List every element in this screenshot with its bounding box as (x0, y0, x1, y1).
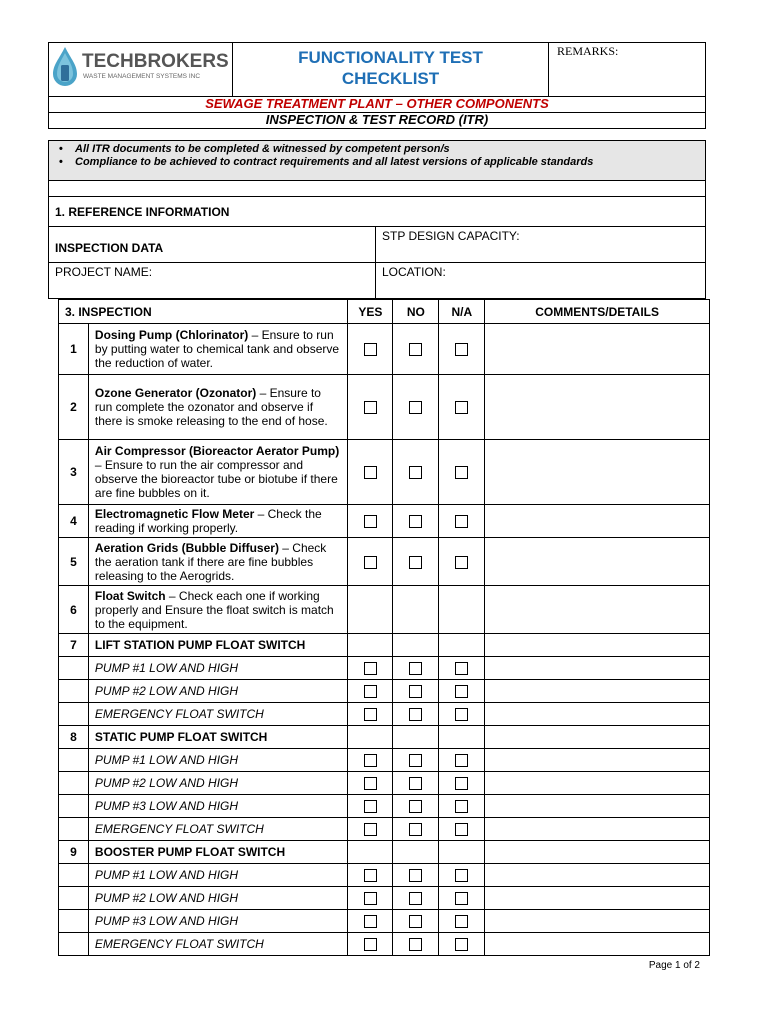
sub-item-number-cell (59, 772, 89, 795)
no-cell[interactable] (393, 324, 439, 375)
no-cell[interactable] (393, 818, 439, 841)
no-checkbox[interactable] (409, 915, 422, 928)
comments-cell[interactable] (485, 505, 710, 538)
comments-cell[interactable] (485, 634, 710, 657)
no-cell[interactable] (393, 749, 439, 772)
sub-item-label: PUMP #2 LOW AND HIGH (88, 772, 348, 795)
sub-item-label: PUMP #1 LOW AND HIGH (88, 864, 348, 887)
comments-cell[interactable] (485, 726, 710, 749)
item-text: – Ensure to run complete the ozonator and observe if there is smoke releasing to the end of hose. (94, 386, 328, 428)
yes-cell[interactable] (348, 864, 393, 887)
sub-item-number-cell (59, 795, 89, 818)
yes-checkbox[interactable] (364, 869, 377, 882)
no-checkbox[interactable] (409, 708, 422, 721)
group-row (59, 841, 710, 864)
yes-checkbox[interactable] (364, 685, 377, 698)
no-cell[interactable] (393, 440, 439, 505)
group-row (59, 726, 710, 749)
no-checkbox[interactable] (409, 938, 422, 951)
comments-cell[interactable] (485, 657, 710, 680)
na-cell[interactable] (439, 795, 485, 818)
yes-cell[interactable] (348, 680, 393, 703)
item-number: 5 (59, 538, 89, 586)
group-number: 7 (59, 634, 89, 657)
na-header: N/A (439, 300, 485, 324)
item-description (88, 538, 348, 586)
item-number: 1 (59, 324, 89, 375)
na-checkbox[interactable] (455, 800, 468, 813)
comments-cell[interactable] (485, 864, 710, 887)
inspection-row (59, 324, 710, 375)
sub-item-row (59, 772, 710, 795)
sub-item-row (59, 680, 710, 703)
sub-item-number-cell (59, 749, 89, 772)
location-field[interactable] (376, 263, 706, 299)
group-row (59, 634, 710, 657)
no-cell[interactable] (393, 864, 439, 887)
item-title: Float Switch (94, 588, 166, 603)
reference-section-title: 1. REFERENCE INFORMATION (49, 197, 706, 227)
notes-box (49, 141, 706, 181)
sub-item-number-cell (59, 933, 89, 956)
comments-cell[interactable] (485, 841, 710, 864)
group-title: BOOSTER PUMP FLOAT SWITCH (88, 841, 348, 864)
yes-cell[interactable] (348, 749, 393, 772)
no-cell[interactable] (393, 657, 439, 680)
yes-checkbox[interactable] (364, 662, 377, 675)
item-number: 3 (59, 440, 89, 505)
item-number: 2 (59, 375, 89, 440)
na-checkbox[interactable] (455, 685, 468, 698)
comments-cell[interactable] (485, 910, 710, 933)
sub-item-label: PUMP #1 LOW AND HIGH (88, 657, 348, 680)
comments-cell[interactable] (485, 933, 710, 956)
spacer-row (49, 181, 706, 197)
na-cell[interactable] (439, 440, 485, 505)
location-label: LOCATION: (382, 265, 446, 279)
no-checkbox[interactable] (409, 823, 422, 836)
no-cell[interactable] (393, 703, 439, 726)
sub-item-row (59, 933, 710, 956)
na-cell[interactable] (439, 887, 485, 910)
na-cell[interactable] (439, 505, 485, 538)
item-title: Ozone Generator (Ozonator) (94, 386, 257, 400)
yes-cell (348, 726, 393, 749)
title-line-1: FUNCTIONALITY TEST (298, 48, 483, 67)
group-title: STATIC PUMP FLOAT SWITCH (88, 726, 348, 749)
inspection-table (58, 299, 710, 956)
yes-cell[interactable] (348, 657, 393, 680)
comments-cell[interactable] (485, 375, 710, 440)
comments-cell[interactable] (485, 795, 710, 818)
yes-cell[interactable] (348, 887, 393, 910)
item-text: – Ensure to run by putting water to chemical tank and observe the reduction of water. (94, 328, 340, 370)
logo-subtitle: WASTE MANAGEMENT SYSTEMS INC (83, 73, 201, 80)
item-description (88, 440, 348, 505)
no-cell[interactable] (393, 772, 439, 795)
inspection-row (59, 375, 710, 440)
project-name-label: PROJECT NAME: (55, 265, 153, 279)
techbrokers-logo (49, 43, 232, 91)
inspection-row (59, 505, 710, 538)
inspection-row (59, 586, 710, 634)
yes-cell (348, 586, 393, 634)
remarks-label: REMARKS: (557, 44, 619, 58)
yes-cell[interactable] (348, 505, 393, 538)
sub-item-row (59, 657, 710, 680)
comments-cell[interactable] (485, 680, 710, 703)
yes-cell[interactable] (348, 795, 393, 818)
yes-checkbox[interactable] (364, 343, 377, 356)
document-header (48, 42, 706, 129)
item-description (88, 324, 348, 375)
no-checkbox[interactable] (409, 777, 422, 790)
no-cell[interactable] (393, 505, 439, 538)
note-item: • Compliance to be achieved to contract requirements and all latest versions of applicable standards (75, 156, 699, 169)
na-cell[interactable] (439, 375, 485, 440)
no-checkbox[interactable] (409, 556, 422, 569)
na-checkbox[interactable] (455, 915, 468, 928)
na-checkbox[interactable] (455, 892, 468, 905)
sub-item-number-cell (59, 703, 89, 726)
yes-checkbox[interactable] (364, 754, 377, 767)
sub-item-label: PUMP #3 LOW AND HIGH (88, 795, 348, 818)
no-checkbox[interactable] (409, 754, 422, 767)
yes-checkbox[interactable] (364, 892, 377, 905)
yes-checkbox[interactable] (364, 777, 377, 790)
sub-item-row (59, 749, 710, 772)
no-checkbox[interactable] (409, 662, 422, 675)
title-line-2: CHECKLIST (341, 69, 440, 88)
stp-capacity-label: STP DESIGN CAPACITY: (382, 229, 520, 243)
comments-cell[interactable] (485, 749, 710, 772)
sub-item-label: PUMP #2 LOW AND HIGH (88, 887, 348, 910)
yes-cell[interactable] (348, 440, 393, 505)
no-checkbox[interactable] (409, 401, 422, 414)
inspection-data-label: INSPECTION DATA (49, 227, 376, 263)
item-number: 4 (59, 505, 89, 538)
comments-cell[interactable] (485, 586, 710, 634)
na-checkbox[interactable] (455, 938, 468, 951)
group-title: LIFT STATION PUMP FLOAT SWITCH (88, 634, 348, 657)
item-text: – Ensure to run the air compressor and observe the bioreactor tube or biotube if there are fine bubbles on it. (94, 458, 338, 500)
sub-item-row (59, 864, 710, 887)
na-cell (439, 841, 485, 864)
comments-cell[interactable] (485, 324, 710, 375)
yes-cell[interactable] (348, 538, 393, 586)
logo-cell (49, 43, 233, 97)
sub-item-label: PUMP #2 LOW AND HIGH (88, 680, 348, 703)
sub-item-label: EMERGENCY FLOAT SWITCH (88, 933, 348, 956)
no-cell[interactable] (393, 375, 439, 440)
yes-checkbox[interactable] (364, 708, 377, 721)
sub-item-label: PUMP #1 LOW AND HIGH (88, 749, 348, 772)
sub-item-row (59, 818, 710, 841)
sub-item-number-cell (59, 887, 89, 910)
yes-cell (348, 841, 393, 864)
project-name-field[interactable] (49, 263, 376, 299)
yes-cell[interactable] (348, 772, 393, 795)
remarks-field[interactable] (549, 43, 706, 97)
document-title (233, 43, 549, 97)
yes-checkbox[interactable] (364, 800, 377, 813)
plant-subtitle: SEWAGE TREATMENT PLANT – OTHER COMPONENTS (49, 97, 706, 113)
item-description (88, 505, 348, 538)
no-checkbox[interactable] (409, 685, 422, 698)
comments-header: COMMENTS/DETAILS (485, 300, 710, 324)
yes-cell (348, 634, 393, 657)
comments-cell[interactable] (485, 772, 710, 795)
record-title: INSPECTION & TEST RECORD (ITR) (49, 113, 706, 129)
na-checkbox[interactable] (455, 556, 468, 569)
sub-item-number-cell (59, 657, 89, 680)
na-cell (439, 726, 485, 749)
na-cell[interactable] (439, 703, 485, 726)
no-checkbox[interactable] (409, 343, 422, 356)
yes-cell[interactable] (348, 910, 393, 933)
no-cell (393, 634, 439, 657)
na-checkbox[interactable] (455, 343, 468, 356)
sub-item-row (59, 887, 710, 910)
na-checkbox[interactable] (455, 708, 468, 721)
na-cell[interactable] (439, 324, 485, 375)
item-title: Electromagnetic Flow Meter (94, 507, 255, 521)
na-checkbox[interactable] (455, 754, 468, 767)
yes-cell[interactable] (348, 324, 393, 375)
na-cell[interactable] (439, 864, 485, 887)
no-cell[interactable] (393, 795, 439, 818)
comments-cell[interactable] (485, 440, 710, 505)
sub-item-number-cell (59, 818, 89, 841)
yes-header: YES (348, 300, 393, 324)
na-cell[interactable] (439, 680, 485, 703)
item-title: Dosing Pump (Chlorinator) (94, 328, 249, 342)
sub-item-number-cell (59, 680, 89, 703)
yes-checkbox[interactable] (364, 515, 377, 528)
yes-cell[interactable] (348, 375, 393, 440)
sub-item-label: EMERGENCY FLOAT SWITCH (88, 818, 348, 841)
no-cell (393, 726, 439, 749)
inspection-row (59, 538, 710, 586)
na-cell[interactable] (439, 910, 485, 933)
no-checkbox[interactable] (409, 800, 422, 813)
item-text: – Check the reading if working properly. (94, 507, 322, 535)
reference-table (48, 140, 706, 299)
no-checkbox[interactable] (409, 466, 422, 479)
group-number: 8 (59, 726, 89, 749)
sub-item-number-cell (59, 910, 89, 933)
na-checkbox[interactable] (455, 466, 468, 479)
yes-checkbox[interactable] (364, 938, 377, 951)
item-title: Air Compressor (Bioreactor Aerator Pump) (94, 444, 340, 458)
item-description (88, 586, 348, 634)
item-text: – Check each one if working properly and Ensure the float switch is match to the equipment. (94, 588, 334, 631)
yes-cell[interactable] (348, 818, 393, 841)
na-checkbox[interactable] (455, 515, 468, 528)
yes-cell[interactable] (348, 933, 393, 956)
item-title: Aeration Grids (Bubble Diffuser) (94, 540, 279, 555)
yes-checkbox[interactable] (364, 915, 377, 928)
sub-item-row (59, 703, 710, 726)
page-number: Page 1 of 2 (648, 960, 700, 971)
no-cell[interactable] (393, 887, 439, 910)
na-checkbox[interactable] (455, 777, 468, 790)
stp-capacity-field[interactable] (376, 227, 706, 263)
na-cell[interactable] (439, 933, 485, 956)
na-cell[interactable] (439, 749, 485, 772)
logo-brand: TECHBROKERS (82, 51, 229, 72)
comments-cell[interactable] (485, 703, 710, 726)
inspection-header: 3. INSPECTION (59, 300, 348, 324)
item-text: – Check the aeration tank if there are fine bubbles releasing to the Aerogrids. (94, 540, 327, 583)
sub-item-row (59, 910, 710, 933)
sub-item-label: PUMP #3 LOW AND HIGH (88, 910, 348, 933)
item-number: 6 (59, 586, 89, 634)
sub-item-label: EMERGENCY FLOAT SWITCH (88, 703, 348, 726)
na-cell (439, 634, 485, 657)
no-cell (393, 841, 439, 864)
na-checkbox[interactable] (455, 869, 468, 882)
no-checkbox[interactable] (409, 515, 422, 528)
no-checkbox[interactable] (409, 869, 422, 882)
sub-item-row (59, 795, 710, 818)
comments-cell[interactable] (485, 887, 710, 910)
item-description (88, 375, 348, 440)
na-checkbox[interactable] (455, 823, 468, 836)
no-cell[interactable] (393, 680, 439, 703)
yes-checkbox[interactable] (364, 823, 377, 836)
comments-cell[interactable] (485, 538, 710, 586)
na-cell[interactable] (439, 772, 485, 795)
note-item: • All ITR documents to be completed & witnessed by competent person/s (75, 143, 699, 156)
na-cell[interactable] (439, 818, 485, 841)
na-checkbox[interactable] (455, 662, 468, 675)
yes-cell[interactable] (348, 703, 393, 726)
no-checkbox[interactable] (409, 892, 422, 905)
no-cell[interactable] (393, 933, 439, 956)
yes-checkbox[interactable] (364, 401, 377, 414)
inspection-row (59, 440, 710, 505)
na-cell[interactable] (439, 538, 485, 586)
yes-checkbox[interactable] (364, 556, 377, 569)
no-cell[interactable] (393, 538, 439, 586)
na-cell (439, 586, 485, 634)
no-cell[interactable] (393, 910, 439, 933)
na-checkbox[interactable] (455, 401, 468, 414)
na-cell[interactable] (439, 657, 485, 680)
no-cell (393, 586, 439, 634)
yes-checkbox[interactable] (364, 466, 377, 479)
group-number: 9 (59, 841, 89, 864)
sub-item-number-cell (59, 864, 89, 887)
comments-cell[interactable] (485, 818, 710, 841)
no-header: NO (393, 300, 439, 324)
